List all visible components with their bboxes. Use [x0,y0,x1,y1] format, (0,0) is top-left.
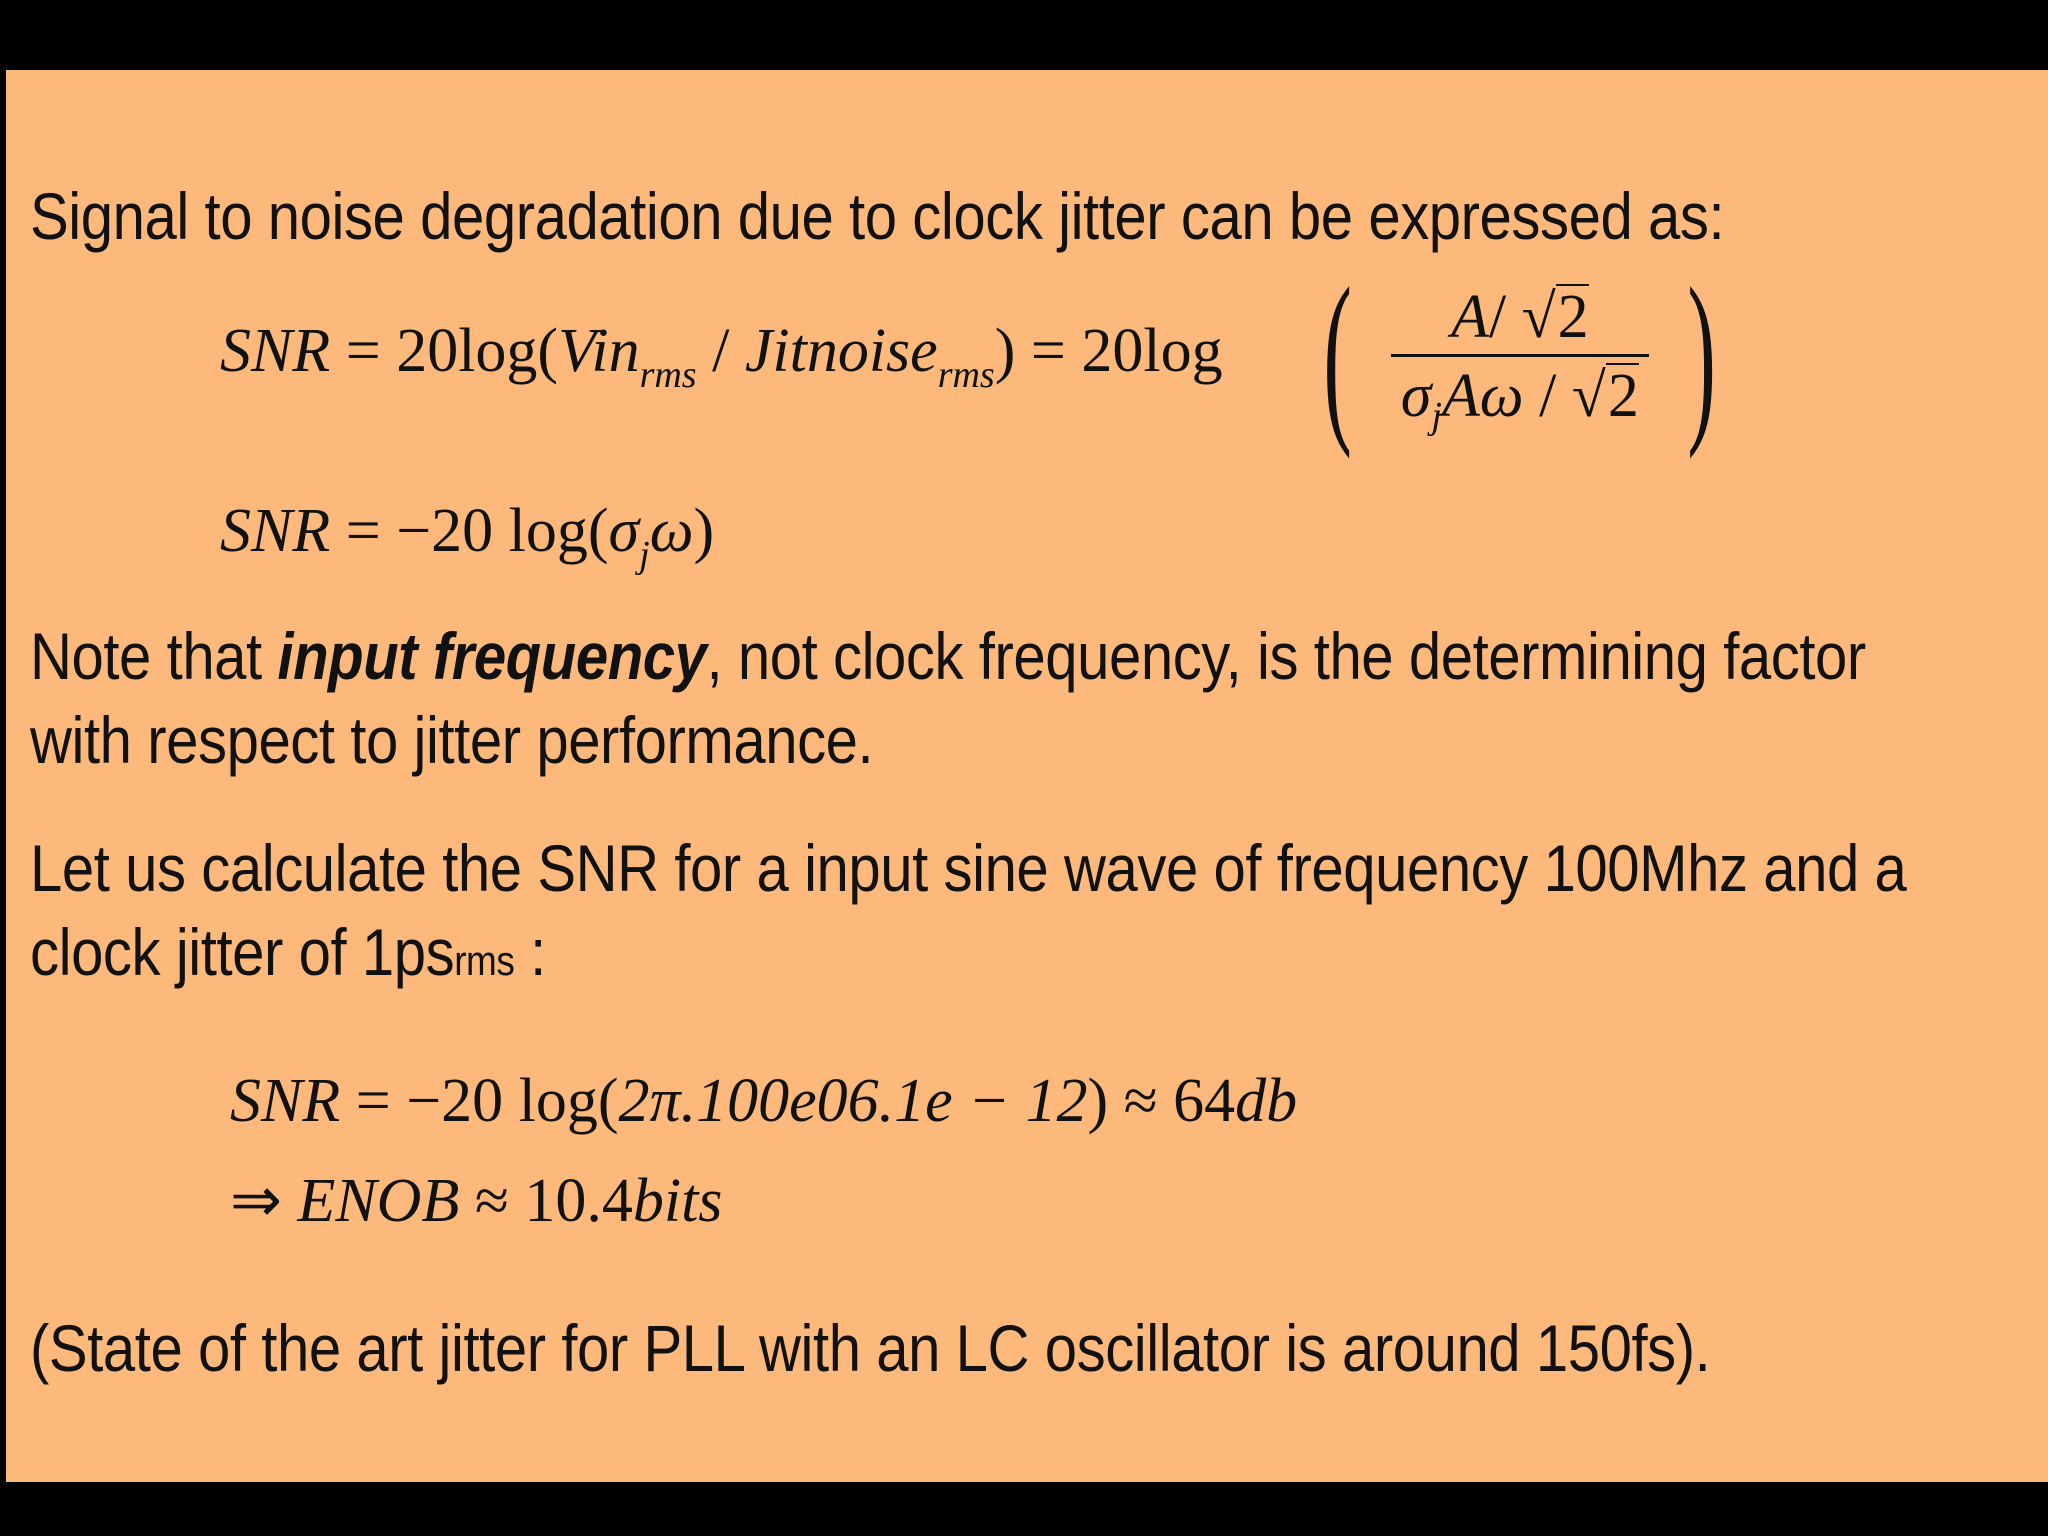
enob-equation [230,1167,723,1235]
snr-equation-2 [220,497,715,576]
sigma-sub: j [639,534,650,576]
fraction [1391,282,1649,437]
right-paren: ) [1687,250,1717,460]
vin: Vin [558,317,640,385]
snr-fraction [1306,250,1734,460]
fraction-denominator: σjAω / √2 [1400,361,1639,437]
slash: / [712,317,730,385]
slide [6,70,2048,1482]
vin-sub: rms [639,354,697,396]
snr-equation-3 [230,1067,1298,1135]
eq3-unit: db [1235,1067,1298,1135]
fraction-numerator: A/ √2 [1450,282,1589,351]
jitnoise-sub: rms [937,354,995,396]
sigma: σ [608,497,640,565]
jitnoise: Jitnoise [744,317,938,385]
implies-arrow: ⇒ [230,1167,282,1235]
calc-text: Let us calculate the SNR for a input sine wave of frequency 100Mhz and a clock jitter of 1psrms : [30,831,1907,989]
coef-20log: 20log [1081,317,1223,385]
log-close: ) [994,317,1016,385]
log-open: log( [458,317,559,385]
coef-20: 20 [396,317,459,385]
eq2-close: ) [693,497,715,565]
eq2-rhs: = −20 log( [345,497,609,565]
eq-sign: = [345,317,381,385]
eq-sign-2: = [1030,317,1066,385]
snr-lhs: SNR [220,317,331,385]
snr-equation-1 [220,317,1223,396]
left-paren: ( [1323,250,1352,460]
eq3-rhs-post: ) ≈ 64 [1087,1067,1236,1135]
note-emphasis: input frequency [277,619,707,693]
fraction-bar [1391,354,1649,357]
enob-unit: bits [632,1167,723,1235]
footer-text: (State of the art jitter for PLL with an LC oscillator is around 150fs). [30,1311,1711,1385]
intro-text: Signal to noise degradation due to clock jitter can be expressed as: [30,179,1725,253]
enob-value: ≈ 10.4 [474,1167,633,1235]
rms-sub: rms [454,937,515,984]
note-text: Note that input frequency, not clock frequency, is the determining factor with respect to jitter performance. [30,619,1866,777]
snr-lhs-3: SNR [230,1067,341,1135]
eq3-body: 2π.100e06.1e − 12 [618,1067,1088,1135]
omega: ω [649,497,694,565]
snr-lhs-2: SNR [220,497,331,565]
enob-label: ENOB [297,1167,460,1235]
eq3-rhs-pre: = −20 log( [355,1067,619,1135]
